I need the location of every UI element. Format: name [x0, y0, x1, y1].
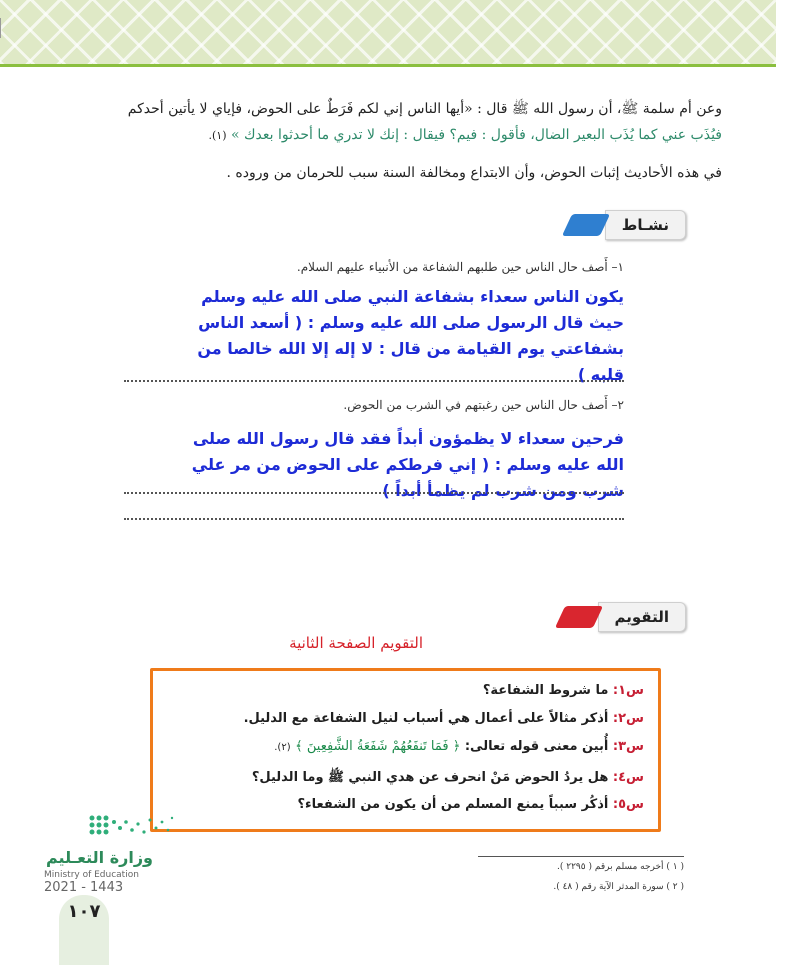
footnote-1: ( ١ ) أخرجه مسلم برقم ( ٢٢٩٥ ).	[557, 862, 684, 872]
answer-dotted-line	[124, 378, 624, 382]
question-text: ما شروط الشفاعة؟	[482, 683, 609, 698]
footnote-divider	[478, 856, 684, 857]
question-text: أُبين معنى قوله تعالى:	[464, 739, 609, 754]
footnote-ref-1: (١).	[208, 129, 227, 142]
question-number: س٣:	[612, 739, 644, 754]
hadith-conclusion: في هذه الأحاديث إثبات الحوض، وأن الابتداع ومخالفة السنة سبب للحرمان من وروده .	[226, 165, 722, 181]
page-number: ١٠٧	[59, 895, 109, 965]
evaluation-question	[252, 769, 644, 788]
footnote-ref-2: (٢).	[274, 742, 291, 753]
activity-question-2: ٢– أَصف حال الناس حين رغبتهم في الشرب من الحوض.	[343, 398, 624, 412]
ministry-name-ar: وزارة التعـليم	[46, 848, 153, 867]
evaluation-questions-box	[150, 668, 661, 832]
question-number: س١:	[612, 683, 644, 698]
evaluation-flag-icon	[554, 606, 602, 628]
activity-question-1: ١– أَصف حال الناس حين طلبهم الشفاعة من الأنبياء عليهم السلام.	[296, 260, 624, 274]
question-number: س٢:	[612, 711, 644, 726]
evaluation-question	[274, 739, 644, 754]
question-number: س٥:	[612, 797, 644, 812]
footnote-2: ( ٢ ) سورة المدثر الآية رقم ( ٤٨ ).	[553, 882, 684, 892]
activity-answer-2: فرحين سعداء لا يظمؤون أبداً فقد قال رسول الله صلى الله عليه وسلم : ( إني فرطكم على الحوض من مر علي شرب ومن شرب لم يظمأ أبداً )	[191, 429, 624, 500]
activity-answer-1: يكون الناس سعداء بشفاعة النبي صلى الله عليه وسلم حيث قال الرسول صلى الله عليه وسلم : ( أسعد الناس بشفاعتي يوم القيامة من قال : لا إله إلا الله خالصا من قلبه )	[197, 287, 624, 384]
quran-verse: ﴿ فَمَا تَنفَعُهُمْ شَفَعَةُ الشَّفِعِينَ ﴾	[295, 739, 461, 754]
ministry-name-en: Ministry of Education	[44, 870, 139, 880]
question-text: أذكُر سبباً يمنع المسلم من أن يكون من الشفعاء؟	[297, 797, 609, 812]
evaluation-tag	[564, 602, 687, 632]
evaluation-question	[244, 711, 644, 726]
question-text: أذكر مثالاً على أعمال هي أسباب لنيل الشفاعة مع الدليل.	[243, 711, 609, 726]
answer-dotted-line	[124, 516, 624, 520]
evaluation-subtitle: التقويم الصفحة الثانية	[289, 634, 423, 652]
question-number: س٤:	[612, 770, 644, 785]
ministry-logo-icon	[86, 812, 178, 840]
hadith-line-1: وعن أم سلمة ﷺ، أن رسول الله ﷺ قال : «أيها الناس إني لكم فَرَطٌ على الحوض، فإياي لا يأتين أحدكم	[127, 101, 722, 117]
activity-tag-label: نشـاط	[605, 210, 686, 240]
evaluation-question	[483, 683, 644, 698]
activity-tag	[571, 210, 686, 240]
question-text: هل يردُ الحوض مَنْ انحرف عن هدي النبي ﷺ وما الدليل؟	[251, 770, 609, 785]
hadith-line-2: فيُذَب عني كما يُذَب البعير الضال، فأقول : فيم؟ فيقال : إنك لا تدري ما أحدثوا بعدك »	[230, 127, 722, 143]
decorative-header-band	[0, 0, 776, 67]
answer-dotted-line	[124, 490, 624, 494]
activity-flag-icon	[562, 214, 610, 236]
evaluation-question	[297, 797, 644, 812]
evaluation-tag-label: التقويم	[598, 602, 687, 632]
ministry-year: 2021 - 1443	[44, 880, 124, 895]
hadith-text	[72, 96, 722, 149]
crop-mark	[0, 18, 1, 38]
